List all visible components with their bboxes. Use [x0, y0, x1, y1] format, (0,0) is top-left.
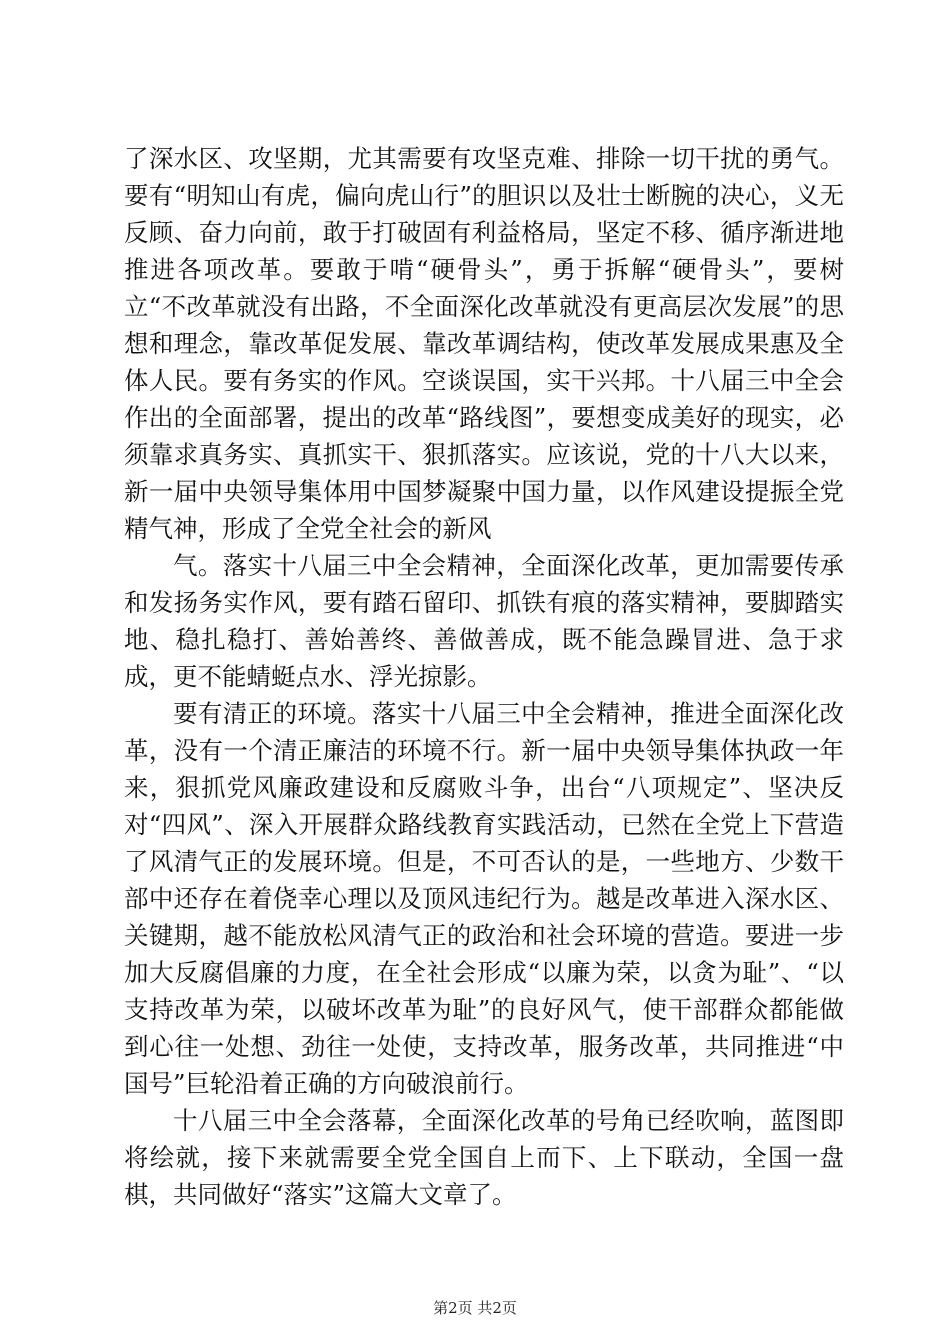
paragraph-4: 十八届三中全会落幕，全面深化改革的号角已经吹响，蓝图即将绘就，接下来就需要全党全国自上而下、上下联动，全国一盘棋，共同做好“落实”这篇大文章了。 — [124, 1106, 844, 1209]
paragraph-1: 了深水区、攻坚期，尤其需要有攻坚克难、排除一切干扰的勇气。要有“明知山有虎，偏向虎山行”的胆识以及壮士断腕的决心，义无反顾、奋力向前，敢于打破固有利益格局，坚定不移、循序渐进地推进各项改革。要敢于啃“硬骨头”，勇于拆解“硬骨头”，要树立“不改革就没有出路，不全面深化改革就没有更高层次发展”的思想和理念，靠改革促发展、靠改革调结构，使改革发展成果惠及全体人民。要有务实的作风。空谈误国，实干兴邦。十八届三中全会作出的全面部署，提出的改革“路线图”，要想变成美好的现实，必须靠求真务实、真抓实干、狠抓落实。应该说，党的十八大以来，新一届中央领导集体用中国梦凝聚中国力量，以作风建设提振全党精气神，形成了全党全社会的新风 — [124, 144, 844, 543]
paragraph-2: 气。落实十八届三中全会精神，全面深化改革，更加需要传承和发扬务实作风，要有踏石留印、抓铁有痕的落实精神，要脚踏实地、稳扎稳打、善始善终、善做善成，既不能急躁冒进、急于求成，更不能蜻蜓点水、浮光掠影。 — [124, 551, 844, 691]
paragraph-3: 要有清正的环境。落实十八届三中全会精神，推进全面深化改革，没有一个清正廉洁的环境不行。新一届中央领导集体执政一年来，狠抓党风廉政建设和反腐败斗争，出台“八项规定”、坚决反对“四风”、深入开展群众路线教育实践活动，已然在全党上下营造了风清气正的发展环境。但是，不可否认的是，一些地方、少数干部中还存在着侥幸心理以及顶风违纪行为。越是改革进入深水区、关键期，越不能放松风清气正的政治和社会环境的营造。要进一步加大反腐倡廉的力度，在全社会形成“以廉为荣，以贪为耻”、“以支持改革为荣，以破坏改革为耻”的良好风气，使干部群众都能做到心往一处想、劲往一处使，支持改革，服务改革，共同推进“中国号”巨轮沿着正确的方向破浪前行。 — [124, 699, 844, 1098]
page-footer: 第2页 共2页 — [433, 1299, 517, 1317]
document-body — [124, 140, 844, 1213]
